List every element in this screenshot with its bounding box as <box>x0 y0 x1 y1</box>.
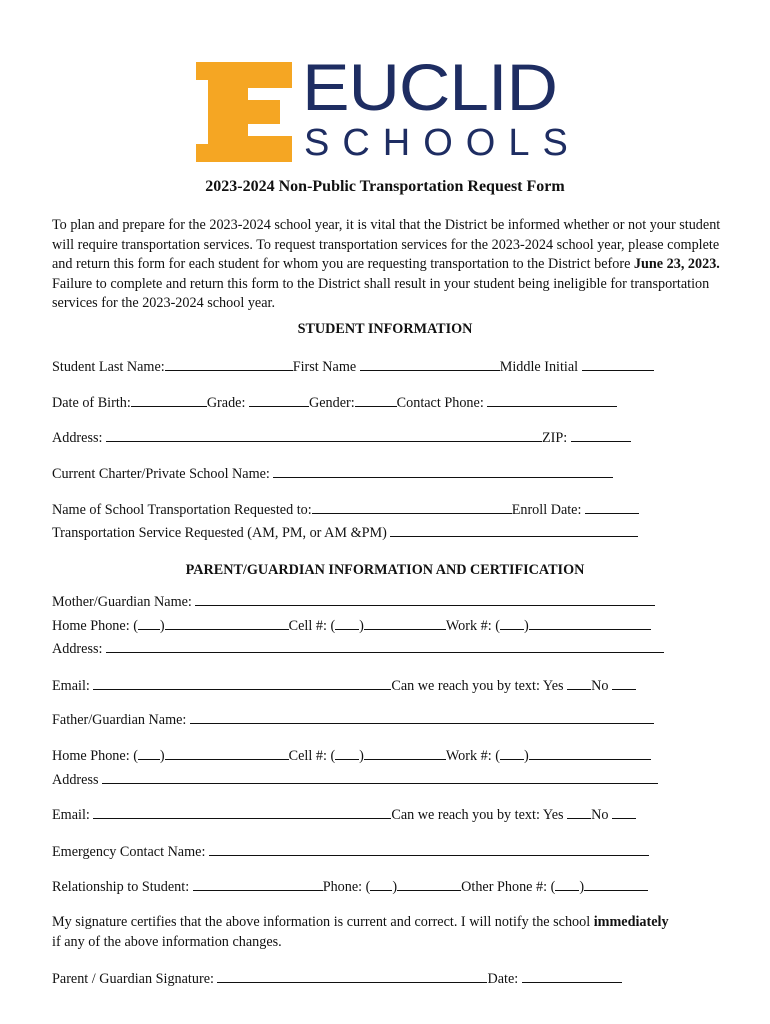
father-email-field[interactable] <box>93 804 391 819</box>
email-label: Email: <box>52 678 90 694</box>
signature-row <box>52 968 622 988</box>
home-phone-label: Home Phone: <box>52 618 130 634</box>
euclid-e-logo-mark <box>196 62 292 162</box>
current-school-row <box>52 463 613 483</box>
text-yes-field[interactable] <box>567 804 591 819</box>
address-label: Address: <box>52 430 103 446</box>
text-no-label: No <box>591 807 609 823</box>
emergency-contact-field[interactable] <box>209 841 649 856</box>
paren-close: ) <box>159 618 165 634</box>
cell-field[interactable] <box>364 745 446 760</box>
home-phone-field[interactable] <box>165 745 289 760</box>
mother-phones-row <box>52 615 651 635</box>
area-code-blank <box>138 615 160 630</box>
paren-open: ( <box>365 879 371 895</box>
cell-area-code[interactable] <box>330 618 363 634</box>
father-name-label: Father/Guardian Name: <box>52 712 187 728</box>
father-name-row <box>52 709 654 729</box>
father-address-label: Address <box>52 772 99 788</box>
text-yes-field[interactable] <box>567 675 591 690</box>
signature-date-label: Date: <box>487 971 519 987</box>
phone-field[interactable] <box>397 876 461 891</box>
text-no-field[interactable] <box>612 675 636 690</box>
euclid-schools-logo <box>196 50 581 164</box>
certification-text-1: My signature certifies that the above information is current and correct. I will notify the school <box>52 914 594 930</box>
cell-label: Cell #: <box>288 748 327 764</box>
service-requested-row <box>52 522 638 542</box>
signature-field[interactable] <box>217 968 487 983</box>
certification-emphasis: immediately <box>593 914 669 930</box>
work-field[interactable] <box>529 745 651 760</box>
form-title: 2023-2024 Non-Public Transportation Request Form <box>205 178 565 195</box>
zip-field[interactable] <box>571 427 631 442</box>
mother-name-field[interactable] <box>195 591 655 606</box>
father-address-row <box>52 769 658 789</box>
last-name-field[interactable] <box>165 356 293 371</box>
father-name-field[interactable] <box>190 709 654 724</box>
mother-email-row <box>52 675 636 695</box>
text-no-label: No <box>591 678 609 694</box>
gender-label: Gender: <box>308 395 355 411</box>
work-area-code[interactable] <box>495 748 528 764</box>
logo-wordmark-schools: SCHOOLS <box>304 122 581 164</box>
father-address-field[interactable] <box>102 769 658 784</box>
cell-field[interactable] <box>364 615 446 630</box>
other-phone-area-code[interactable] <box>551 879 584 895</box>
paren-open: ( <box>330 618 336 634</box>
intro-paragraph <box>52 216 732 314</box>
enroll-date-field[interactable] <box>585 499 639 514</box>
relationship-row <box>52 876 648 896</box>
first-name-field[interactable] <box>360 356 500 371</box>
phone-area-code[interactable] <box>366 879 397 895</box>
paren-close: ) <box>359 618 364 634</box>
intro-text-2: Failure to complete and return this form to the District shall result in your student being ineligible for transportation services for the 2023-2024 school year. <box>52 275 710 311</box>
address-field[interactable] <box>106 427 542 442</box>
home-phone-area-code[interactable] <box>133 748 164 764</box>
school-requested-label: Name of School Transportation Requested to: <box>52 502 312 518</box>
contact-phone-label: Contact Phone: <box>396 395 484 411</box>
mother-email-field[interactable] <box>93 675 391 690</box>
text-no-field[interactable] <box>612 804 636 819</box>
text-question-label: Can we reach you by text: Yes <box>391 807 564 823</box>
home-phone-field[interactable] <box>165 615 289 630</box>
paren-close: ) <box>523 618 529 634</box>
grade-label: Grade: <box>206 395 246 411</box>
grade-field[interactable] <box>249 392 309 407</box>
work-label: Work #: <box>445 748 492 764</box>
paren-close: ) <box>523 748 529 764</box>
paren-open: ( <box>133 748 138 764</box>
area-code-blank <box>370 876 392 891</box>
other-phone-label: Other Phone #: <box>461 879 548 895</box>
home-phone-label: Home Phone: <box>52 748 130 764</box>
area-code-blank <box>138 745 160 760</box>
intro-text-1: To plan and prepare for the 2023-2024 school year, it is vital that the District be informed whether or not your student will require transportation services. To request transportation services for the 2023-2024 school year, please complete and return this form for each student for whom you are requesting transportation to the District before <box>52 217 721 272</box>
middle-initial-label: Middle Initial <box>499 359 579 375</box>
dob-label: Date of Birth: <box>52 395 131 411</box>
area-code-blank <box>335 745 359 760</box>
area-code-blank <box>500 615 524 630</box>
mother-address-row <box>52 638 664 658</box>
other-phone-field[interactable] <box>584 876 648 891</box>
gender-field[interactable] <box>355 392 397 407</box>
mother-name-row <box>52 591 655 611</box>
zip-label: ZIP: <box>542 430 568 446</box>
mother-name-label: Mother/Guardian Name: <box>52 594 192 610</box>
enroll-date-label: Enroll Date: <box>511 502 582 518</box>
relationship-field[interactable] <box>193 876 323 891</box>
emergency-contact-label: Emergency Contact Name: <box>52 844 206 860</box>
work-area-code[interactable] <box>495 618 528 634</box>
student-name-row <box>52 356 654 376</box>
signature-date-field[interactable] <box>522 968 622 983</box>
area-code-blank <box>555 876 579 891</box>
contact-phone-field[interactable] <box>487 392 617 407</box>
school-requested-field[interactable] <box>312 499 512 514</box>
paren-open: ( <box>495 748 500 764</box>
service-requested-label: Transportation Service Requested (AM, PM, or AM &PM) <box>52 525 387 541</box>
logo-wordmark-euclid: EUCLID <box>302 50 557 124</box>
paren-close: ) <box>159 748 165 764</box>
cell-label: Cell #: <box>288 618 327 634</box>
father-email-row <box>52 804 636 824</box>
paren-open: ( <box>330 748 336 764</box>
relationship-label: Relationship to Student: <box>52 879 190 895</box>
email-label: Email: <box>52 807 90 823</box>
paren-close: ) <box>359 748 364 764</box>
school-requested-row <box>52 499 639 519</box>
dob-field[interactable] <box>131 392 207 407</box>
signature-label: Parent / Guardian Signature: <box>52 971 214 987</box>
paren-open: ( <box>133 618 138 634</box>
emergency-contact-row <box>52 841 649 861</box>
certification-statement <box>52 912 732 952</box>
current-school-label: Current Charter/Private School Name: <box>52 466 270 482</box>
deadline-date: June 23, 2023. <box>633 256 720 272</box>
work-field[interactable] <box>529 615 651 630</box>
middle-initial-field[interactable] <box>582 356 654 371</box>
mother-address-label: Address: <box>52 641 103 657</box>
home-phone-area-code[interactable] <box>133 618 164 634</box>
service-requested-field[interactable] <box>390 522 638 537</box>
area-code-blank <box>500 745 524 760</box>
last-name-label: Student Last Name: <box>52 359 165 375</box>
text-question-label: Can we reach you by text: Yes <box>391 678 564 694</box>
area-code-blank <box>335 615 359 630</box>
paren-open: ( <box>495 618 500 634</box>
certification-text-2: if any of the above information changes. <box>52 934 282 950</box>
student-address-row <box>52 427 631 447</box>
cell-area-code[interactable] <box>330 748 363 764</box>
paren-close: ) <box>579 879 585 895</box>
first-name-label: First Name <box>292 359 357 375</box>
paren-open: ( <box>550 879 556 895</box>
work-label: Work #: <box>445 618 492 634</box>
father-phones-row <box>52 745 651 765</box>
student-details-row <box>52 392 617 412</box>
current-school-field[interactable] <box>273 463 613 478</box>
mother-address-field[interactable] <box>106 638 664 653</box>
parent-guardian-heading: PARENT/GUARDIAN INFORMATION AND CERTIFICATION <box>185 562 585 578</box>
paren-close: ) <box>392 879 398 895</box>
student-information-heading: STUDENT INFORMATION <box>297 321 473 337</box>
phone-label: Phone: <box>322 879 363 895</box>
